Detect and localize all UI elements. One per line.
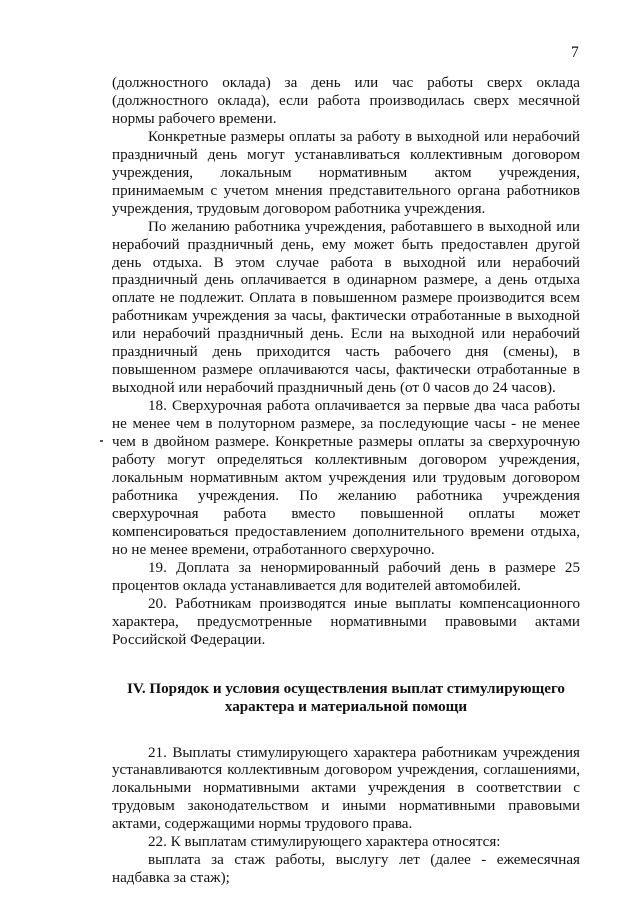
section-heading-line: характера и материальной помощи xyxy=(224,699,468,715)
stray-mark xyxy=(100,440,103,442)
paragraph: выплата за стаж работы, выслугу лет (далее - ежемесячная надбавка за стаж); xyxy=(112,852,580,887)
paragraph: (должностного оклада) за день или час работы сверх оклада (должностного оклада), если работа производилась сверх месячной нормы рабочего времени. xyxy=(112,75,580,127)
section-heading-line: IV. Порядок и условия осуществления выплат стимулирующего xyxy=(127,680,565,697)
paragraph-item-19: 19. Доплата за ненормированный рабочий день в размере 25 процентов оклада устанавливается для водителей автомобилей. xyxy=(112,559,580,594)
paragraph-item-20: 20. Работникам производятся иные выплаты компенсационного характера, предусмотренные нормативными правовыми актами Российской Федерации. xyxy=(112,595,580,648)
paragraph-item-18: 18. Сверхурочная работа оплачивается за первые два часа работы не менее чем в полуторном размере, за последующие часы - не менее чем в двойном размере. Конкретные размеры оплаты за сверхурочную работу могут определяться коллективным договором учреждения, локальным нормативным актом учреждения или трудовым договором работника учреждения. По желанию работника учреждения сверхурочная работа вместо повышенной оплаты может компенсироваться предоставлением дополнительного времени отдыха, но не менее времени, отработанного сверхурочно. xyxy=(112,398,580,558)
paragraph-item-22: 22. К выплатам стимулирующего характера относятся: xyxy=(148,834,501,851)
document-body xyxy=(112,75,580,888)
paragraph-item-21: 21. Выплаты стимулирующего характера работникам учреждения устанавливаются коллективным договором учреждения, соглашениями, локальными нормативными актами учреждения в соответствии с трудовым законодательством и иными нормативными правовыми актами, содержащими нормы трудового права. xyxy=(112,744,580,833)
page-number: 7 xyxy=(571,44,579,61)
paragraph: Конкретные размеры оплаты за работу в выходной или нерабочий праздничный день могут устанавливаться коллективным договором учреждения, локальным нормативным актом учреждения, принимаемым с учетом мнения представительного органа работников учреждения, трудовым договором работника учреждения. xyxy=(112,128,580,217)
section-heading xyxy=(112,680,580,717)
paragraph: По желанию работника учреждения, работавшего в выходной или нерабочий праздничный день, ему может быть предоставлен другой день отдыха. В этом случае работа в выходной или нерабочий праздничный день оплачивается в одинарном размере, а день отдыха оплате не подлежит. Оплата в повышенном размере производится всем работникам учреждения за часы, фактически отработанные в выходной или нерабочий праздничный день. Если на выходной или нерабочий праздничный день приходится часть рабочего дня (смены), в повышенном размере оплачиваются часы, фактически отработанные в выходной или нерабочий праздничный день (от 0 часов до 24 часов). xyxy=(112,218,580,397)
